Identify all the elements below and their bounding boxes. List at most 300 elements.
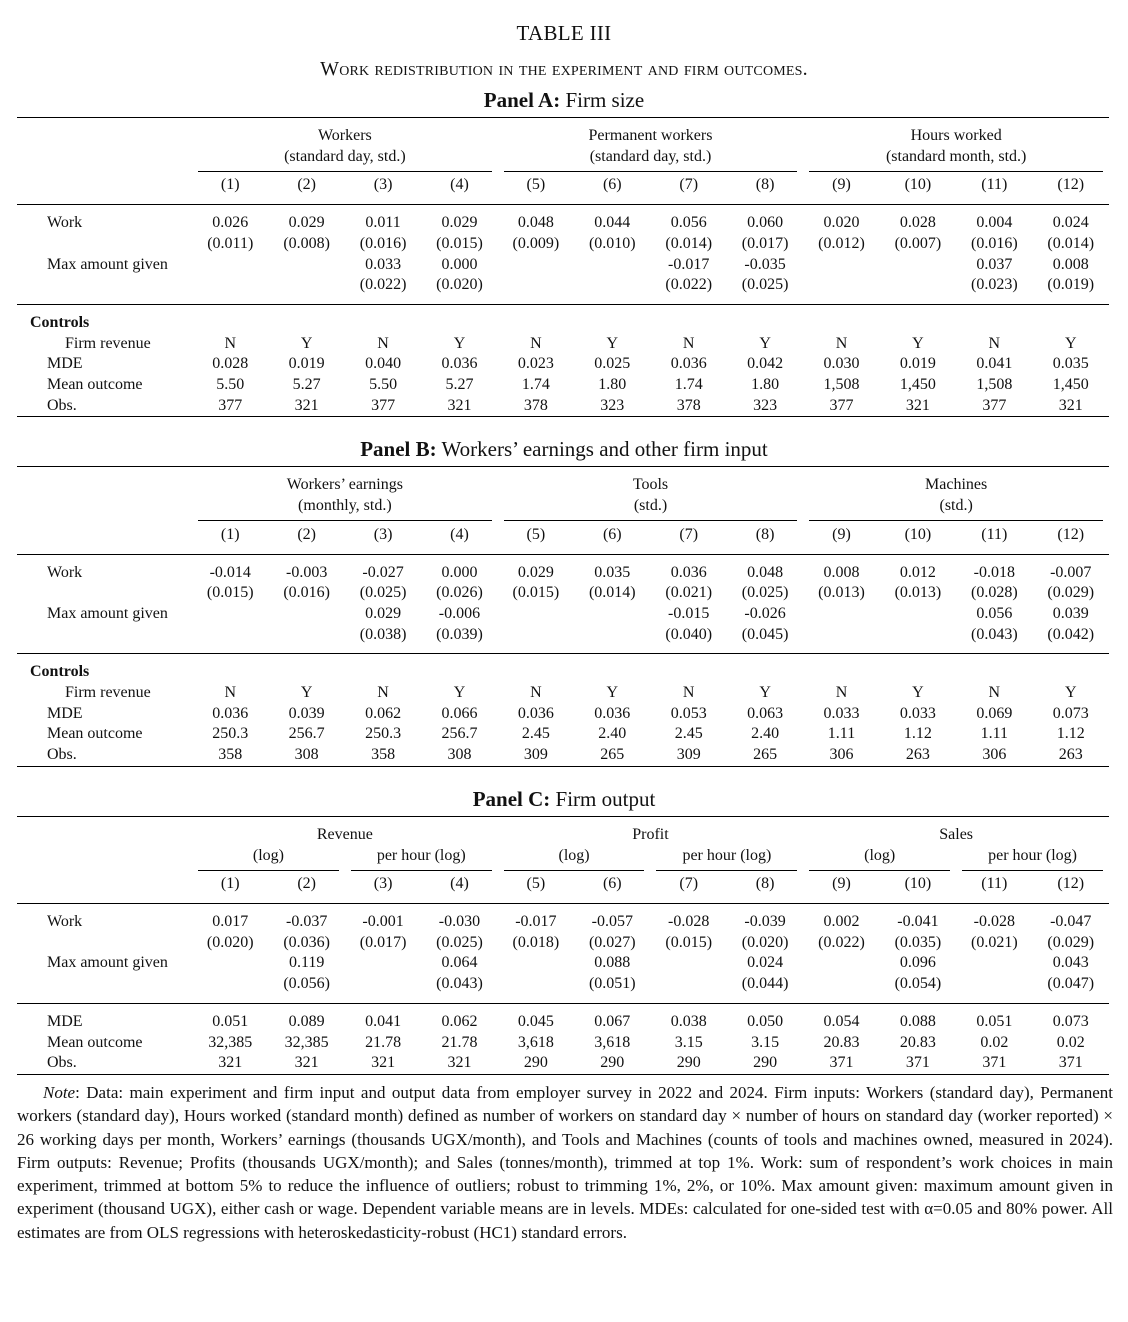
mde-row-cell: 0.069	[976, 704, 1013, 722]
empty-cell	[17, 496, 192, 517]
cmidrule-line	[351, 870, 492, 871]
spacer-row	[17, 903, 1109, 912]
column-number: (12)	[1057, 525, 1085, 543]
group-subheader: (log)	[558, 846, 590, 864]
column-number: (5)	[526, 525, 546, 543]
work-se-row-cell: (0.016)	[359, 234, 407, 252]
max-row-cell: -0.017	[668, 255, 710, 273]
empty-cell	[421, 662, 497, 683]
work-row-cell: -0.001	[362, 912, 404, 930]
column-number-row	[17, 175, 1109, 196]
column-number: (7)	[679, 875, 699, 893]
work-row-cell: -0.017	[515, 912, 557, 930]
group-header: Workers’ earnings	[286, 476, 403, 494]
max-se-row-cell: (0.040)	[665, 625, 713, 643]
mean-outcome-row-cell: 32,385	[208, 1033, 253, 1051]
mean-outcome-row	[17, 1033, 1109, 1054]
cmidrule-line	[809, 870, 950, 871]
panel-title	[0, 88, 1128, 112]
max-se-row-cell	[498, 275, 574, 296]
obs-row-cell: 290	[498, 1053, 574, 1074]
max-row-cell: -0.015	[668, 604, 710, 622]
work-se-row	[17, 933, 1109, 954]
mean-outcome-row-label: Mean outcome	[47, 725, 143, 743]
regression-table	[17, 466, 1109, 766]
column-number: (8)	[755, 525, 775, 543]
top-rule	[17, 118, 1109, 127]
work-row-cell: 0.000	[441, 563, 478, 581]
empty-cell	[498, 662, 574, 683]
work-row-cell: -0.003	[285, 563, 328, 581]
max-se-row-cell	[345, 974, 421, 995]
firm-revenue-row-cell: Y	[759, 334, 771, 352]
work-se-row-cell: (0.016)	[283, 584, 330, 602]
firm-revenue-row	[17, 683, 1109, 704]
max-se-row-cell	[880, 275, 956, 296]
max-se-row-cell: (0.047)	[1047, 975, 1095, 993]
mean-outcome-row-cell: 5.27	[292, 376, 321, 394]
empty-cell	[345, 313, 421, 334]
mde-row-cell: 0.045	[517, 1012, 554, 1030]
max-row-cell: 0.088	[594, 954, 631, 972]
mean-outcome-row-cell: 3.15	[674, 1033, 703, 1051]
cmidrule	[192, 167, 498, 175]
top-rule-row	[17, 816, 1109, 825]
work-se-row-cell: (0.027)	[588, 933, 636, 951]
mid-rule-row	[17, 196, 1109, 205]
mean-outcome-row-cell: 1,508	[976, 376, 1013, 394]
mean-outcome-row-cell: 20.83	[899, 1033, 936, 1051]
cmidrule-line	[198, 520, 492, 521]
obs-row-cell: 265	[574, 745, 650, 766]
work-row-cell: 0.024	[1052, 214, 1089, 232]
max-row-cell	[803, 604, 879, 625]
max-row-label: Max amount given	[47, 604, 168, 622]
mean-outcome-row-cell: 0.02	[1056, 1033, 1085, 1051]
mde-row-cell: 0.050	[747, 1012, 784, 1030]
work-se-row-cell: (0.015)	[436, 234, 483, 252]
mde-row-cell: 0.036	[441, 355, 478, 373]
max-se-row-cell: (0.020)	[436, 276, 483, 294]
column-number: (5)	[526, 176, 546, 194]
max-row-cell: -0.006	[438, 604, 481, 622]
empty-cell	[727, 313, 803, 334]
panel-label: Panel B:	[360, 437, 437, 462]
note-label: Note	[43, 1082, 76, 1102]
max-row-cell	[268, 604, 344, 625]
column-number: (11)	[981, 525, 1008, 543]
work-row-cell: -0.028	[973, 912, 1015, 930]
column-number: (4)	[450, 176, 469, 194]
column-number: (5)	[526, 875, 546, 893]
max-row-cell: 0.043	[1052, 954, 1089, 972]
group-subheader: (monthly, std.)	[298, 497, 392, 515]
spacer	[17, 654, 1109, 663]
firm-revenue-row-cell: N	[988, 334, 1001, 352]
work-row	[17, 912, 1109, 933]
work-row-cell: 0.044	[594, 214, 631, 232]
max-row-cell: 0.037	[976, 255, 1013, 273]
obs-row-cell: 309	[650, 745, 726, 766]
empty-cell	[17, 175, 192, 196]
column-number: (10)	[904, 525, 932, 543]
max-se-row	[17, 974, 1109, 995]
work-row-cell: -0.039	[744, 912, 786, 930]
work-se-row-label	[17, 933, 192, 954]
mde-row-cell: 0.062	[441, 1012, 478, 1030]
mean-outcome-row-cell: 250.3	[212, 725, 249, 743]
mean-outcome-row-cell: 1.74	[521, 376, 550, 394]
work-row-cell: -0.057	[591, 912, 633, 930]
column-number: (2)	[297, 525, 316, 543]
group-subheader: per hour (log)	[682, 846, 772, 864]
empty-cell	[574, 313, 650, 334]
mid-rule	[17, 995, 1109, 1004]
empty-cell	[17, 167, 192, 175]
work-se-row-cell: (0.021)	[665, 584, 713, 602]
panel-label: Panel C:	[472, 786, 551, 811]
group-subheader-row	[17, 496, 1109, 517]
work-row-cell: -0.007	[1050, 563, 1092, 581]
mean-outcome-row-cell: 1,450	[899, 376, 936, 394]
obs-row-label: Obs.	[17, 745, 192, 766]
empty-cell	[17, 825, 192, 846]
panel-name: Firm size	[565, 88, 645, 112]
max-se-row-cell	[268, 625, 344, 646]
firm-revenue-row-cell: Y	[1064, 684, 1077, 702]
column-number: (4)	[450, 525, 469, 543]
max-se-row-cell: (0.044)	[741, 975, 789, 993]
max-row-cell	[498, 953, 574, 974]
mde-row-cell: 0.073	[1052, 1012, 1089, 1030]
group-header-row	[17, 126, 1109, 147]
cmidrule-line	[198, 171, 492, 172]
empty-cell	[727, 662, 803, 683]
group-header: Profit	[632, 825, 669, 843]
max-se-row-label	[17, 625, 192, 646]
obs-row-cell: 323	[574, 396, 650, 417]
obs-row-label: Obs.	[17, 396, 192, 417]
cmidrule	[192, 517, 498, 525]
obs-row-cell: 377	[956, 396, 1032, 417]
max-se-row-cell	[192, 974, 268, 995]
mde-row-cell: 0.053	[670, 704, 707, 722]
work-row-cell: 0.029	[441, 214, 478, 232]
max-row-cell	[192, 953, 268, 974]
cmidrule	[803, 167, 1109, 175]
cmidrule	[192, 866, 345, 874]
max-row-cell	[268, 255, 344, 276]
work-row-cell: 0.060	[747, 214, 784, 232]
firm-revenue-row-cell: N	[835, 684, 848, 702]
mean-outcome-row-cell: 256.7	[441, 725, 478, 743]
empty-cell	[17, 846, 192, 867]
work-row-cell: 0.004	[976, 214, 1013, 232]
obs-row-cell: 378	[650, 396, 726, 417]
firm-revenue-row-cell: Y	[1064, 334, 1077, 352]
group-subheader: per hour (log)	[376, 846, 466, 864]
firm-revenue-row-cell: Y	[759, 684, 771, 702]
cmidrule-row	[17, 517, 1109, 525]
max-row-cell: 0.056	[976, 604, 1013, 622]
firm-revenue-row-cell: N	[682, 334, 695, 352]
work-row-cell: 0.026	[212, 214, 249, 232]
firm-revenue-row-cell: N	[224, 684, 237, 702]
max-row-cell: -0.026	[744, 604, 786, 622]
mean-outcome-row-cell: 1.12	[1056, 725, 1085, 743]
max-se-row	[17, 275, 1109, 296]
work-se-row-cell: (0.025)	[359, 584, 407, 602]
regression-table	[17, 816, 1109, 1075]
mean-outcome-row-cell: 1.11	[827, 725, 856, 743]
mid-rule-row	[17, 995, 1109, 1004]
cmidrule-line	[809, 171, 1103, 172]
mde-row-cell: 0.041	[976, 355, 1013, 373]
mean-outcome-row-cell: 2.45	[674, 725, 703, 743]
panel-title	[0, 787, 1128, 811]
max-se-row-cell: (0.038)	[359, 625, 407, 643]
max-se-row-cell	[268, 275, 344, 296]
max-row-cell	[574, 604, 650, 625]
mean-outcome-row	[17, 724, 1109, 745]
column-number: (10)	[904, 176, 932, 194]
column-number: (1)	[220, 525, 240, 543]
work-row-cell: 0.056	[670, 214, 707, 232]
cmidrule	[650, 866, 803, 874]
empty-cell	[880, 313, 956, 334]
spacer	[17, 304, 1109, 313]
work-se-row-cell: (0.036)	[283, 933, 330, 951]
work-se-row-cell: (0.010)	[588, 234, 636, 252]
work-row	[17, 563, 1109, 584]
mde-row-cell: 0.062	[365, 704, 402, 722]
empty-cell	[956, 313, 1032, 334]
work-se-row-cell: (0.021)	[970, 933, 1018, 951]
mde-row-cell: 0.019	[288, 355, 325, 373]
obs-row-cell: 377	[192, 396, 268, 417]
max-row-cell	[880, 255, 956, 276]
mde-row-cell: 0.088	[899, 1012, 936, 1030]
max-row-cell	[345, 953, 421, 974]
max-row-label: Max amount given	[47, 255, 168, 273]
group-subheader-row	[17, 147, 1109, 168]
work-se-row-label	[17, 234, 192, 255]
work-se-row-cell: (0.014)	[1047, 234, 1095, 252]
work-se-row-cell: (0.016)	[970, 234, 1018, 252]
max-row	[17, 255, 1109, 276]
work-row-cell: -0.041	[897, 912, 939, 930]
mean-outcome-row-cell: 3.15	[751, 1033, 780, 1051]
group-subheader: (standard day, std.)	[284, 147, 406, 165]
empty-cell	[17, 525, 192, 546]
group-subheader-row	[17, 846, 1109, 867]
firm-revenue-row-cell: Y	[453, 684, 466, 702]
firm-revenue-row-cell: N	[530, 684, 542, 702]
max-se-row-cell: (0.051)	[588, 975, 636, 993]
obs-row-cell: 358	[345, 745, 421, 766]
column-number: (10)	[904, 875, 932, 893]
mid-rule-row	[17, 645, 1109, 654]
column-number-row	[17, 525, 1109, 546]
controls-label: Controls	[30, 313, 90, 331]
mde-row-label: MDE	[47, 704, 83, 722]
max-se-row-cell: (0.023)	[970, 276, 1018, 294]
obs-row-cell: 306	[956, 745, 1032, 766]
empty-cell	[345, 662, 421, 683]
work-se-row-cell: (0.007)	[894, 234, 942, 252]
firm-revenue-row-cell: Y	[300, 684, 313, 702]
empty-cell	[1033, 662, 1109, 683]
max-row-cell: 0.039	[1052, 604, 1089, 622]
empty-cell	[880, 662, 956, 683]
work-se-row-cell: (0.020)	[741, 933, 789, 951]
column-number: (6)	[602, 875, 622, 893]
mde-row-cell: 0.033	[899, 704, 936, 722]
max-se-row-cell	[498, 625, 574, 646]
work-se-row-cell: (0.035)	[894, 933, 942, 951]
mde-row-cell: 0.025	[594, 355, 631, 373]
max-row-cell: -0.035	[744, 255, 786, 273]
column-number: (12)	[1057, 176, 1085, 194]
work-se-row-cell: (0.008)	[283, 234, 330, 252]
max-row-cell: 0.000	[441, 255, 478, 273]
firm-revenue-row-cell: N	[530, 334, 542, 352]
column-number: (12)	[1057, 875, 1085, 893]
obs-row-cell: 358	[192, 745, 268, 766]
mean-outcome-row-cell: 1,508	[823, 376, 860, 394]
group-subheader: (log)	[864, 846, 896, 864]
panel-label: Panel A:	[483, 88, 561, 112]
max-row-cell: 0.008	[1052, 255, 1089, 273]
column-number: (2)	[297, 875, 316, 893]
max-row-cell	[498, 255, 574, 276]
mde-row-cell: 0.051	[212, 1012, 249, 1030]
mde-row-cell: 0.054	[823, 1012, 860, 1030]
mean-outcome-row-cell: 32,385	[284, 1033, 329, 1051]
max-row-cell	[956, 953, 1032, 974]
mde-row	[17, 354, 1109, 375]
cmidrule	[498, 517, 804, 525]
work-se-row-cell: (0.029)	[1047, 584, 1095, 602]
mean-outcome-row-cell: 2.45	[521, 725, 550, 743]
group-header: Revenue	[316, 825, 373, 843]
empty-cell	[17, 147, 192, 168]
max-se-row-cell	[574, 625, 650, 646]
cmidrule-row	[17, 866, 1109, 874]
max-se-row-label	[17, 275, 192, 296]
mean-outcome-row-cell: 3,618	[517, 1033, 554, 1051]
column-number: (1)	[220, 176, 240, 194]
spacer	[17, 1003, 1109, 1012]
mean-outcome-row-cell: 3,618	[594, 1033, 631, 1051]
max-se-row-cell	[803, 275, 879, 296]
work-row-cell: 0.048	[747, 563, 784, 581]
max-se-row-cell: (0.022)	[359, 276, 407, 294]
group-subheader: (std.)	[939, 497, 973, 515]
mean-outcome-row-cell: 20.83	[823, 1033, 860, 1051]
work-row-cell: 0.029	[288, 214, 325, 232]
group-header: Workers	[317, 127, 372, 144]
max-se-row-cell: (0.056)	[283, 975, 330, 993]
obs-row-cell: 321	[192, 1053, 268, 1074]
firm-revenue-row-cell: N	[682, 684, 695, 702]
mde-row-cell: 0.033	[823, 704, 860, 722]
work-row-cell: 0.028	[899, 214, 936, 232]
max-row-cell	[803, 255, 879, 276]
empty-cell	[17, 866, 192, 874]
mde-row-cell: 0.036	[212, 704, 249, 722]
column-number: (7)	[679, 525, 699, 543]
mean-outcome-row-cell: 1.74	[674, 376, 703, 394]
firm-revenue-row	[17, 334, 1109, 355]
obs-row-cell: 321	[268, 1053, 344, 1074]
mean-outcome-row-cell: 1.11	[980, 725, 1009, 743]
max-se-row-cell	[803, 625, 879, 646]
mean-outcome-row-cell: 1.12	[903, 725, 932, 743]
mean-outcome-row-cell: 1.80	[751, 376, 780, 394]
max-row-cell	[803, 953, 879, 974]
obs-row-cell: 378	[498, 396, 574, 417]
panel-title	[0, 437, 1128, 461]
cmidrule	[345, 866, 498, 874]
obs-row-cell: 290	[574, 1053, 650, 1074]
obs-row-cell: 377	[803, 396, 879, 417]
empty-cell	[421, 313, 497, 334]
work-se-row-cell: (0.015)	[206, 584, 254, 602]
mde-row-cell: 0.038	[670, 1012, 707, 1030]
note-text: : Data: main experiment and firm input and output data from employer survey in 2022 and 2024. Firm inputs: Workers (standard day), Permanent workers (standard day), Hours worked (standard month) defined as number of workers on standard day × number of hours on standard day (worker reported) × 26 working days per month, Workers’ earnings (thousands UGX/month), and Tools and Machines (counts of tools and machines owned, measured in 2024). Firm outputs: Revenue; Profits (thousands UGX/month); and Sales (tonnes/month), trimmed at top 1%. Work: sum of respondent’s work choices in main experiment, trimmed at bottom 5% to reduce the influence of outliers; robust to trimming 1%, 2%, or 10%. Max amount given: maximum amount given in experiment (thousand UGX), either cash or wage. Dependent variable means are in levels. MDEs: calculated for one-sided test with α=0.05 and 80% power. All estimates are from OLS regressions with heteroskedasticity-robust (HC1) standard errors.	[17, 1082, 1113, 1242]
work-se-row-cell: (0.020)	[206, 933, 254, 951]
mid-rule	[17, 546, 1109, 555]
work-se-row-cell: (0.013)	[894, 584, 942, 602]
empty-cell	[956, 662, 1032, 683]
max-se-row-cell: (0.022)	[665, 276, 713, 294]
mean-outcome-row-cell: 5.27	[445, 376, 474, 394]
obs-row-cell: 321	[880, 396, 956, 417]
work-se-row-cell: (0.013)	[818, 584, 865, 602]
group-subheader: (standard month, std.)	[885, 147, 1027, 165]
spacer	[17, 205, 1109, 214]
max-row-cell	[880, 604, 956, 625]
mde-row-cell: 0.089	[288, 1012, 325, 1030]
max-row-cell	[498, 604, 574, 625]
column-number: (6)	[602, 525, 622, 543]
max-row-cell	[192, 604, 268, 625]
obs-row-cell: 321	[1033, 396, 1109, 417]
mean-outcome-row-cell: 21.78	[365, 1033, 402, 1051]
mde-row-cell: 0.030	[823, 355, 860, 373]
work-se-row-cell: (0.025)	[436, 933, 483, 951]
column-number: (3)	[373, 176, 393, 194]
work-row-cell: 0.020	[823, 214, 860, 232]
group-header: Hours worked	[910, 127, 1002, 144]
work-row-cell: 0.036	[670, 563, 707, 581]
work-row	[17, 213, 1109, 234]
firm-revenue-row-label: Firm revenue	[65, 334, 151, 352]
firm-revenue-row-cell: Y	[453, 334, 466, 352]
mid-rule-row	[17, 296, 1109, 305]
mde-row-cell: 0.035	[1052, 355, 1089, 373]
work-row-cell: -0.028	[668, 912, 710, 930]
max-se-row-cell: (0.042)	[1047, 625, 1095, 643]
spacer-row	[17, 554, 1109, 563]
firm-revenue-row-cell: N	[988, 684, 1001, 702]
obs-row-cell: 323	[727, 396, 803, 417]
obs-row-cell: 290	[650, 1053, 726, 1074]
obs-row-cell: 263	[880, 745, 956, 766]
work-row-cell: 0.035	[594, 563, 631, 581]
cmidrule-line	[809, 520, 1103, 521]
